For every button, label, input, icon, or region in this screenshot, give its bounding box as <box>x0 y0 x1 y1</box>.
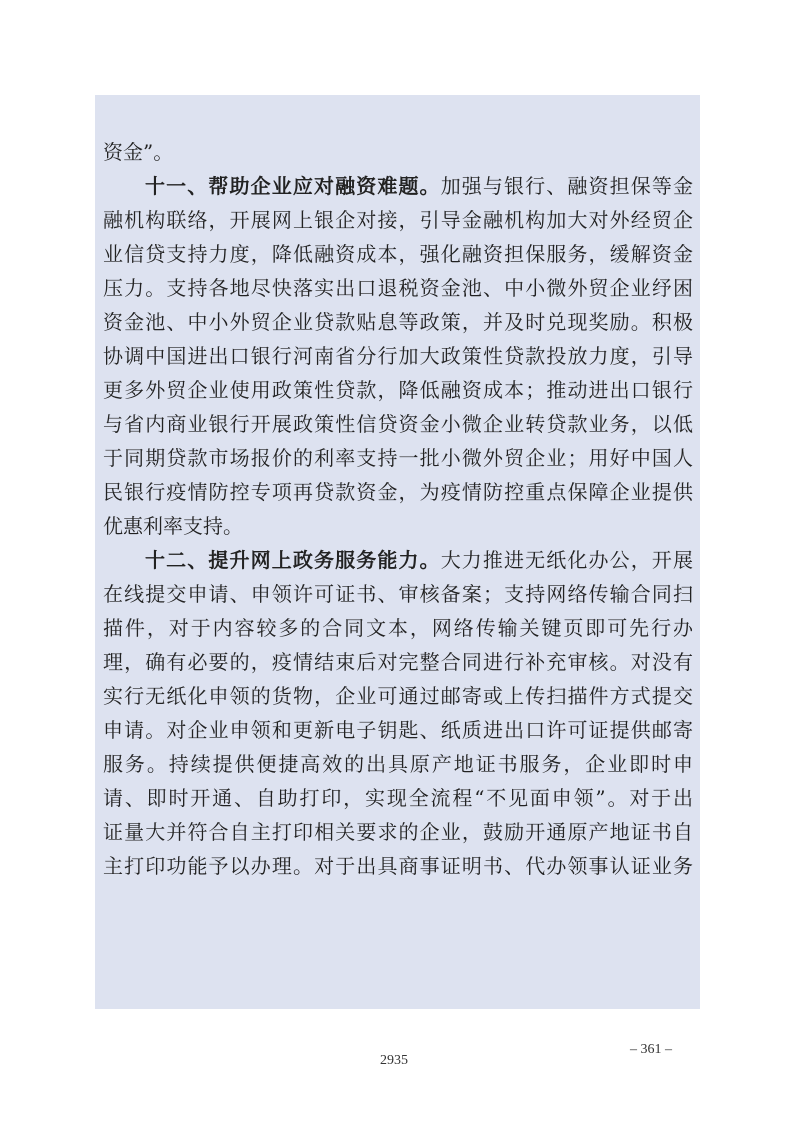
text-line-content: 于同期贷款市场报价的利率支持一批小微外贸企业；用好中国人 <box>103 446 693 470</box>
text-line-content: 资金”。 <box>103 140 174 164</box>
body-text <box>103 135 693 883</box>
text-line-content: 压力。支持各地尽快落实出口退税资金池、中小微外贸企业纾困 <box>103 276 693 300</box>
text-line <box>103 781 693 815</box>
text-line-content: 理，确有必要的，疫情结束后对完整合同进行补充审核。对没有 <box>103 650 693 674</box>
text-line <box>103 475 693 509</box>
text-line-content: 请、即时开通、自助打印，实现全流程“不见面申领”。对于出 <box>103 786 693 810</box>
text-line-content: 加强与银行、融资担保等金 <box>440 174 694 198</box>
document-number: 2935 <box>380 1053 408 1068</box>
text-line <box>103 849 693 883</box>
text-line-content: 协调中国进出口银行河南省分行加大政策性贷款投放力度，引导 <box>103 344 693 368</box>
text-line <box>103 407 693 441</box>
text-line-content: 优惠利率支持。 <box>103 514 243 538</box>
text-line-content: 资金池、中小外贸企业贷款贴息等政策，并及时兑现奖励。积极 <box>103 310 693 334</box>
text-line-content: 主打印功能予以办理。对于出具商事证明书、代办领事认证业务 <box>103 854 693 878</box>
text-line-content: 实行无纸化申领的货物，企业可通过邮寄或上传扫描件方式提交 <box>103 684 693 708</box>
page-number: – 361 – <box>630 1042 672 1057</box>
text-line <box>103 577 693 611</box>
text-line-content: 描件，对于内容较多的合同文本，网络传输关键页即可先行办 <box>103 616 693 640</box>
text-line-content: 与省内商业银行开展政策性信贷资金小微企业转贷款业务，以低 <box>103 412 693 436</box>
text-line <box>103 509 693 543</box>
text-line <box>103 815 693 849</box>
section-heading: 十一、帮助企业应对融资难题。 <box>145 174 441 198</box>
text-line <box>103 339 693 373</box>
text-line <box>103 135 693 169</box>
text-line-content: 申请。对企业申领和更新电子钥匙、纸质进出口许可证提供邮寄 <box>103 718 693 742</box>
scanned-page <box>95 95 700 1009</box>
text-line <box>103 679 693 713</box>
section-heading-line <box>103 543 693 577</box>
section-heading-line <box>103 169 693 203</box>
text-line-content: 服务。持续提供便捷高效的出具原产地证书服务，企业即时申 <box>103 752 693 776</box>
text-line-content: 在线提交申请、申领许可证书、审核备案；支持网络传输合同扫 <box>103 582 693 606</box>
text-line-content: 融机构联络，开展网上银企对接，引导金融机构加大对外经贸企 <box>103 208 693 232</box>
text-line-content: 业信贷支持力度，降低融资成本，强化融资担保服务，缓解资金 <box>103 242 693 266</box>
text-line-content: 民银行疫情防控专项再贷款资金，为疫情防控重点保障企业提供 <box>103 480 693 504</box>
text-line <box>103 271 693 305</box>
text-line <box>103 237 693 271</box>
text-line <box>103 713 693 747</box>
text-line-content: 证量大并符合自主打印相关要求的企业，鼓励开通原产地证书自 <box>103 820 693 844</box>
text-line <box>103 747 693 781</box>
text-line <box>103 203 693 237</box>
text-line <box>103 373 693 407</box>
text-line <box>103 441 693 475</box>
text-line-content: 更多外贸企业使用政策性贷款，降低融资成本；推动进出口银行 <box>103 378 693 402</box>
text-line <box>103 305 693 339</box>
section-heading: 十二、提升网上政务服务能力。 <box>145 548 441 572</box>
text-line-content: 大力推进无纸化办公，开展 <box>440 548 694 572</box>
text-line <box>103 611 693 645</box>
text-line <box>103 645 693 679</box>
